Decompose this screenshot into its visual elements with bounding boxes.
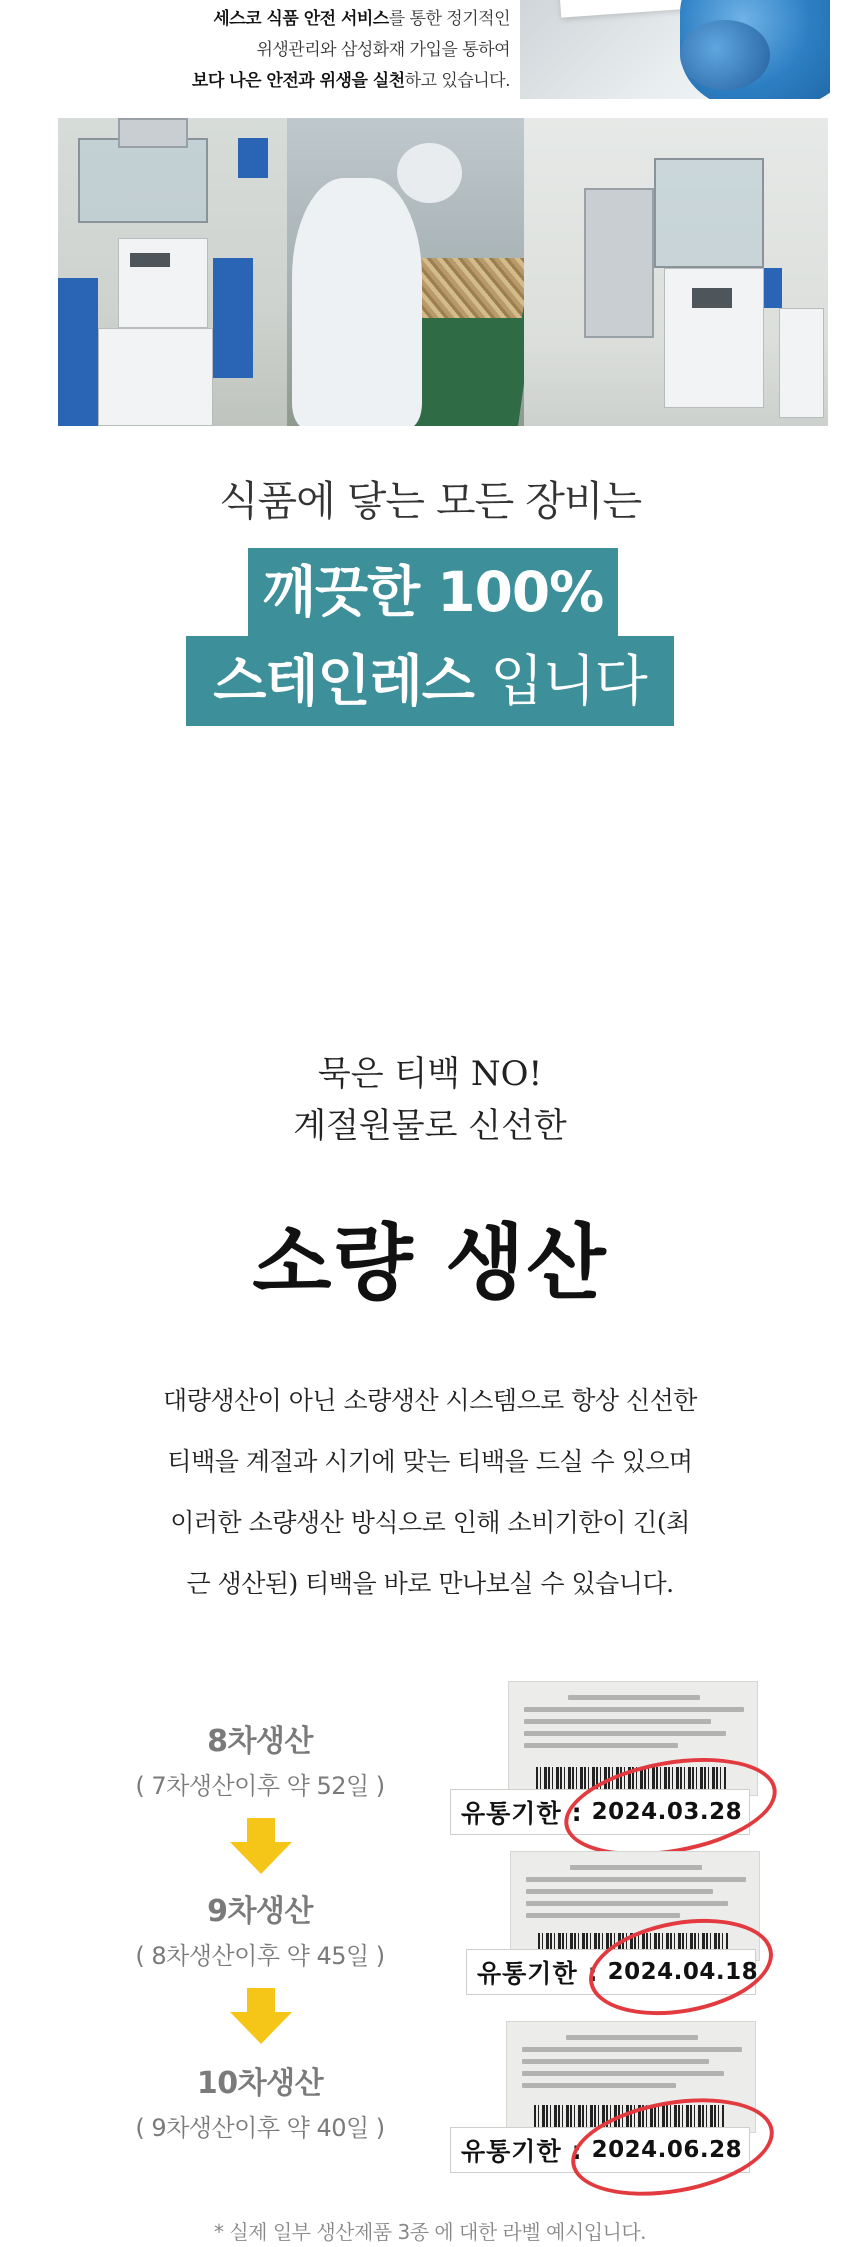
factory-photo-strip bbox=[58, 118, 828, 426]
stainless-banner-bold: 스테인레스 bbox=[213, 649, 474, 713]
production-item bbox=[80, 1886, 440, 1971]
stainless-banner-light: 입니다 bbox=[473, 649, 647, 713]
expiry-date: 2024.06.28 bbox=[591, 2137, 743, 2163]
production-title: 10차생산 bbox=[196, 2066, 324, 2101]
small-batch-body bbox=[0, 1370, 860, 1614]
production-subtitle: ( 9차생산이후 약 40일 ) bbox=[135, 2114, 385, 2142]
stainless-banner-top: 깨끗한 100% bbox=[248, 548, 618, 636]
hygiene-intro-text bbox=[70, 4, 510, 97]
intro-bold-1: 세스코 식품 안전 서비스 bbox=[213, 9, 389, 29]
production-title: 8차생산 bbox=[207, 1724, 313, 1759]
expiry-colon: : bbox=[587, 1957, 598, 1987]
automated-line-photo bbox=[524, 118, 828, 426]
hygiene-intro bbox=[0, 0, 860, 100]
label-examples bbox=[448, 1681, 778, 2197]
body-line-3: 이러한 소량생산 방식으로 인해 소비기한이 긴(최 bbox=[170, 1508, 690, 1537]
worker-sorting-photo bbox=[287, 118, 524, 426]
production-item bbox=[80, 2058, 440, 2143]
stainless-banner-bottom bbox=[186, 636, 674, 726]
small-batch-headline: 소량 생산 bbox=[252, 1216, 608, 1311]
expiry-label: 유통기한 bbox=[461, 2137, 562, 2166]
small-batch-subhead-line-1: 묵은 티백 NO! bbox=[317, 1054, 543, 1094]
label-footnote: * 실제 일부 생산제품 3종 에 대한 라벨 예시입니다. bbox=[213, 2220, 647, 2244]
production-subtitle: ( 7차생산이후 약 52일 ) bbox=[135, 1772, 385, 1800]
intro-rest-3: 하고 있습니다. bbox=[404, 71, 510, 91]
small-batch-subhead bbox=[0, 1048, 860, 1152]
body-line-4: 근 생산된) 티백을 바로 만나보실 수 있습니다. bbox=[186, 1569, 674, 1598]
body-line-2: 티백을 계절과 시기에 맞는 티백을 드실 수 있으며 bbox=[167, 1447, 693, 1476]
expiry-label: 유통기한 bbox=[477, 1959, 578, 1988]
production-title: 9차생산 bbox=[207, 1894, 313, 1929]
stainless-caption: 식품에 닿는 모든 장비는 bbox=[218, 477, 642, 525]
production-item bbox=[80, 1716, 440, 1801]
production-subtitle: ( 8차생산이후 약 45일 ) bbox=[135, 1942, 385, 1970]
expiry-colon: : bbox=[571, 2135, 582, 2165]
packing-machine-photo bbox=[58, 118, 287, 426]
expiry-label: 유통기한 bbox=[461, 1799, 562, 1828]
expiry-date: 2024.03.28 bbox=[591, 1799, 743, 1825]
down-arrow-icon bbox=[230, 1818, 292, 1874]
down-arrow-icon bbox=[230, 1988, 292, 2044]
intro-line-2: 위생관리와 삼성화재 가입을 통하여 bbox=[256, 40, 510, 60]
intro-rest-1: 를 통한 정기적인 bbox=[388, 9, 510, 29]
small-batch-subhead-line-2: 계절원물로 신선한 bbox=[293, 1106, 567, 1146]
body-line-1: 대량생산이 아닌 소량생산 시스템으로 항상 신선한 bbox=[163, 1386, 697, 1415]
expiry-colon: : bbox=[571, 1797, 582, 1827]
expiry-date: 2024.04.18 bbox=[607, 1959, 759, 1985]
intro-bold-3: 보다 나은 안전과 위생을 실천 bbox=[191, 71, 405, 91]
gloved-hand-photo bbox=[520, 0, 830, 99]
